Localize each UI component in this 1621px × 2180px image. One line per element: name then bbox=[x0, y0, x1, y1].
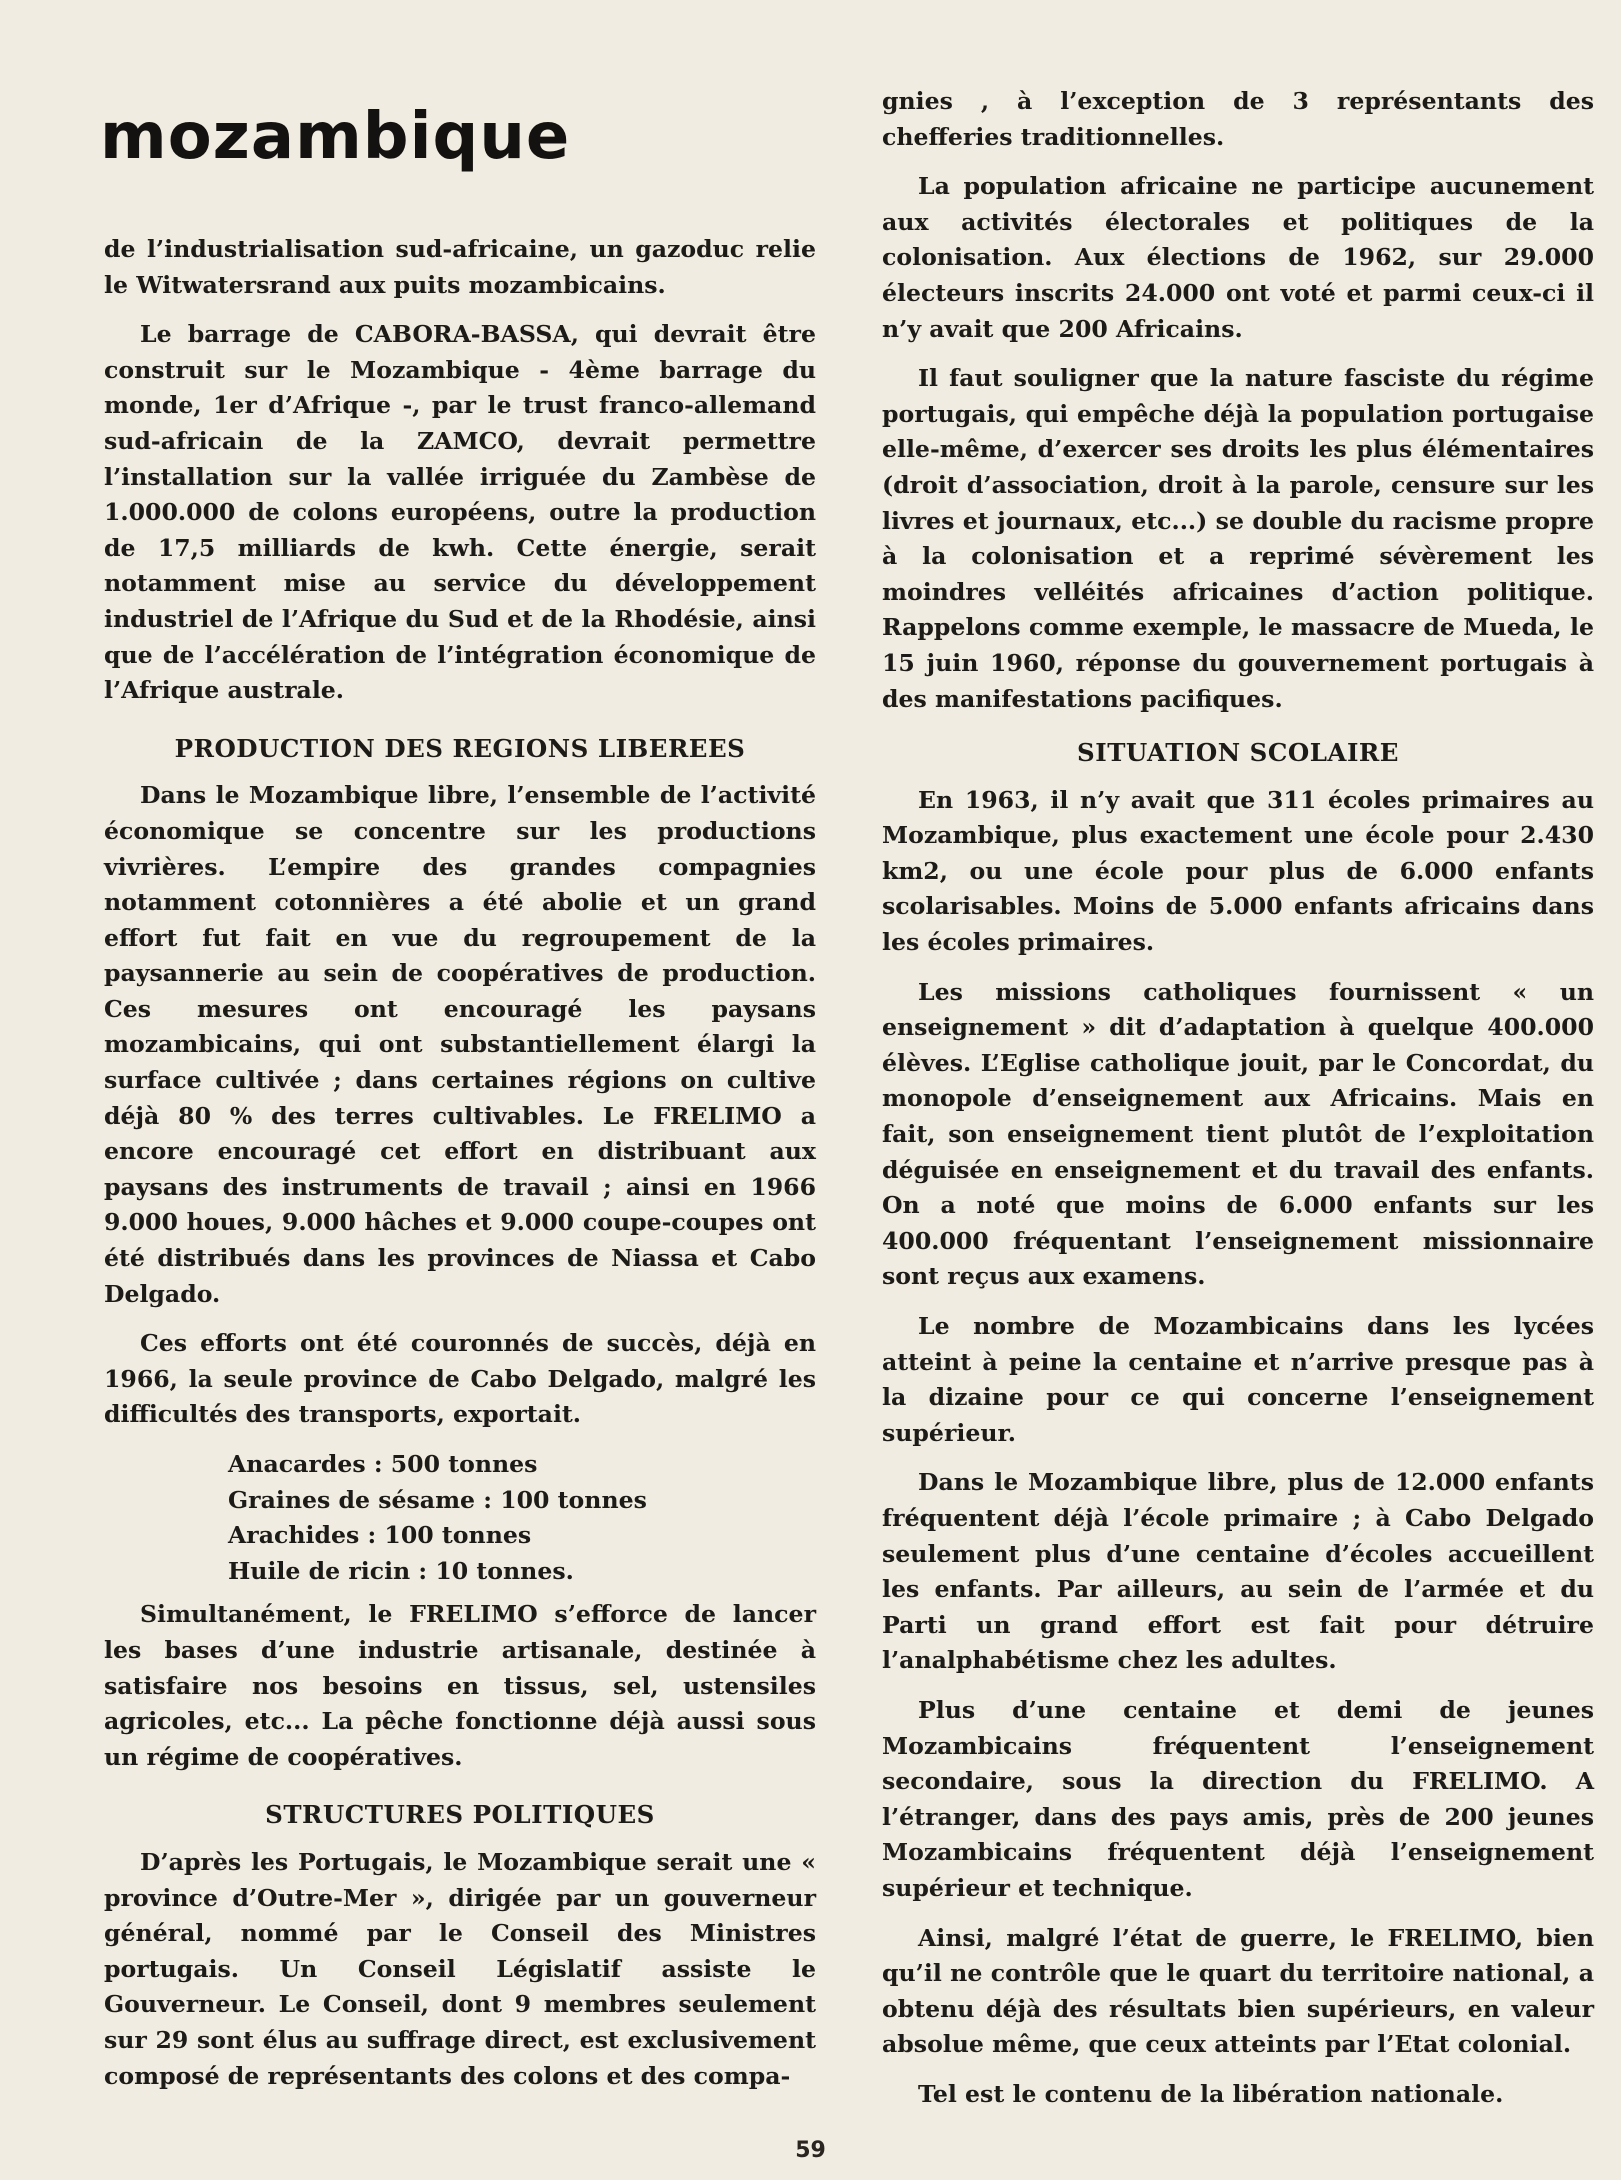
paragraph: La population africaine ne participe aucunement aux activités électorales et politiques de la colonisation. Aux élections de 1962, sur 29.000 électeurs inscrits 24.000 ont voté et parmi ceux-ci il n’y avait que 200 Africains. bbox=[882, 172, 1594, 343]
paragraph: Simultanément, le FRELIMO s’efforce de lancer les bases d’une industrie artisanale, destinée à satisfaire nos besoins en tissus, sel, ustensiles agricoles, etc... La pêche fonctionne déjà aussi sous un régime de coopératives. bbox=[104, 1600, 816, 1771]
paragraph: Ces efforts ont été couronnés de succès, déjà en 1966, la seule province de Cabo Delgado, malgré les difficultés des transports, exportait. bbox=[104, 1329, 816, 1429]
paragraph: gnies , à l’exception de 3 représentants des chefferies traditionnelles. bbox=[882, 87, 1594, 151]
paragraph: Les missions catholiques fournissent « un enseignement » dit d’adaptation à quelque 400.000 élèves. L’Eglise catholique jouit, par le Concordat, du monopole d’enseignement aux Africains. Mais en fait, son enseignement tient plutôt de l’exploitation déguisée en enseignement et du travail des enfants. On a noté que moins de 6.000 enfants sur les 400.000 fréquentant l’enseignement missionnaire sont reçus aux examens. bbox=[882, 977, 1594, 1291]
list-item: Arachides : 100 tonnes bbox=[228, 1521, 532, 1550]
paragraph: Tel est le contenu de la libération nationale. bbox=[918, 2079, 1504, 2108]
section-heading: SITUATION SCOLAIRE bbox=[1077, 738, 1399, 768]
right-column bbox=[882, 84, 1594, 2126]
page-number: 59 bbox=[795, 2138, 826, 2163]
paragraph: Dans le Mozambique libre, l’ensemble de l’activité économique se concentre sur les productions vivrières. L’empire des grandes compagnies notamment cotonnières a été abolie et un grand effort fut fait en vue du regroupement de la paysannerie au sein de coopératives de production. Ces mesures ont encouragé les paysans mozambicains, qui ont substantiellement élargi la surface cultivée ; dans certaines régions on cultive déjà 80 % des terres cultivables. Le FRELIMO a encore encouragé cet effort en distribuant aux paysans des instruments de travail ; ainsi en 1966 9.000 houes, 9.000 hâches et 9.000 coupe-coupes ont été distribués dans les provinces de Niassa et Cabo Delgado. bbox=[104, 781, 816, 1308]
paragraph: de l’industrialisation sud-africaine, un gazoduc relie le Witwatersrand aux puits mozambicains. bbox=[104, 235, 816, 299]
section-heading: STRUCTURES POLITIQUES bbox=[265, 1800, 655, 1830]
paragraph: Plus d’une centaine et demi de jeunes Mozambicains fréquentent l’enseignement secondaire, sous la direction du FRELIMO. A l’étranger, dans des pays amis, près de 200 jeunes Mozambicains fréquentent déjà l’enseignement supérieur et technique. bbox=[882, 1695, 1594, 1902]
paragraph: Il faut souligner que la nature fasciste du régime portugais, qui empêche déjà la population portugaise elle-même, d’exercer ses droits les plus élémentaires (droit d’association, droit à la parole, censure sur les livres et journaux, etc...) se double du racisme propre à la colonisation et a reprimé sévèrement les moindres velléités africaines d’action politique. Rappelons comme exemple, le massacre de Mueda, le 15 juin 1960, réponse du gouvernement portugais à des manifestations pacifiques. bbox=[882, 364, 1594, 713]
paragraph: Le nombre de Mozambicains dans les lycées atteint à peine la centaine et n’arrive presque pas à la dizaine pour ce qui concerne l’enseignement supérieur. bbox=[882, 1312, 1594, 1447]
exports-list bbox=[104, 1447, 816, 1589]
section-heading: PRODUCTION DES REGIONS LIBEREES bbox=[174, 733, 746, 763]
list-item: Graines de sésame : 100 tonnes bbox=[228, 1485, 647, 1514]
paragraph: Le barrage de CABORA-BASSA, qui devrait être construit sur le Mozambique - 4ème barrage du monde, 1er d’Afrique -, par le trust franco-allemand sud-africain de la ZAMCO, devrait permettre l’installation sur la vallée irriguée du Zambèse de 1.000.000 de colons européens, outre la production de 17,5 milliards de kwh. Cette énergie, serait notamment mise au service du développement industriel de l’Afrique du Sud et de la Rhodésie, ainsi que de l’accélération de l’intégration économique de l’Afrique australe. bbox=[104, 320, 816, 705]
list-item: Huile de ricin : 10 tonnes. bbox=[228, 1556, 574, 1585]
paragraph: Dans le Mozambique libre, plus de 12.000 enfants fréquentent déjà l’école primaire ; à Cabo Delgado seulement plus d’une centaine d’écoles accueillent les enfants. Par ailleurs, au sein de l’armée et du Parti un grand effort est fait pour détruire l’analphabétisme chez les adultes. bbox=[882, 1468, 1594, 1675]
paragraph: D’après les Portugais, le Mozambique serait une « province d’Outre-Mer », dirigée par un gouverneur général, nommé par le Conseil des Ministres portugais. Un Conseil Législatif assiste le Gouverneur. Le Conseil, dont 9 membres seulement sur 29 sont élus au suffrage direct, est exclusivement composé de représentants des colons et des compa- bbox=[104, 1847, 816, 2090]
paragraph: Ainsi, malgré l’état de guerre, le FRELIMO, bien qu’il ne contrôle que le quart du territoire national, a obtenu déjà des résultats bien supérieurs, en valeur absolue même, que ceux atteints par l’Etat colonial. bbox=[882, 1923, 1594, 2059]
paragraph: En 1963, il n’y avait que 311 écoles primaires au Mozambique, plus exactement une école pour 2.430 km2, ou une école pour plus de 6.000 enfants scolarisables. Moins de 5.000 enfants africains dans les écoles primaires. bbox=[882, 785, 1594, 957]
list-item: Anacardes : 500 tonnes bbox=[228, 1450, 538, 1478]
page-title: mozambique bbox=[100, 100, 571, 174]
left-column bbox=[104, 232, 816, 2108]
